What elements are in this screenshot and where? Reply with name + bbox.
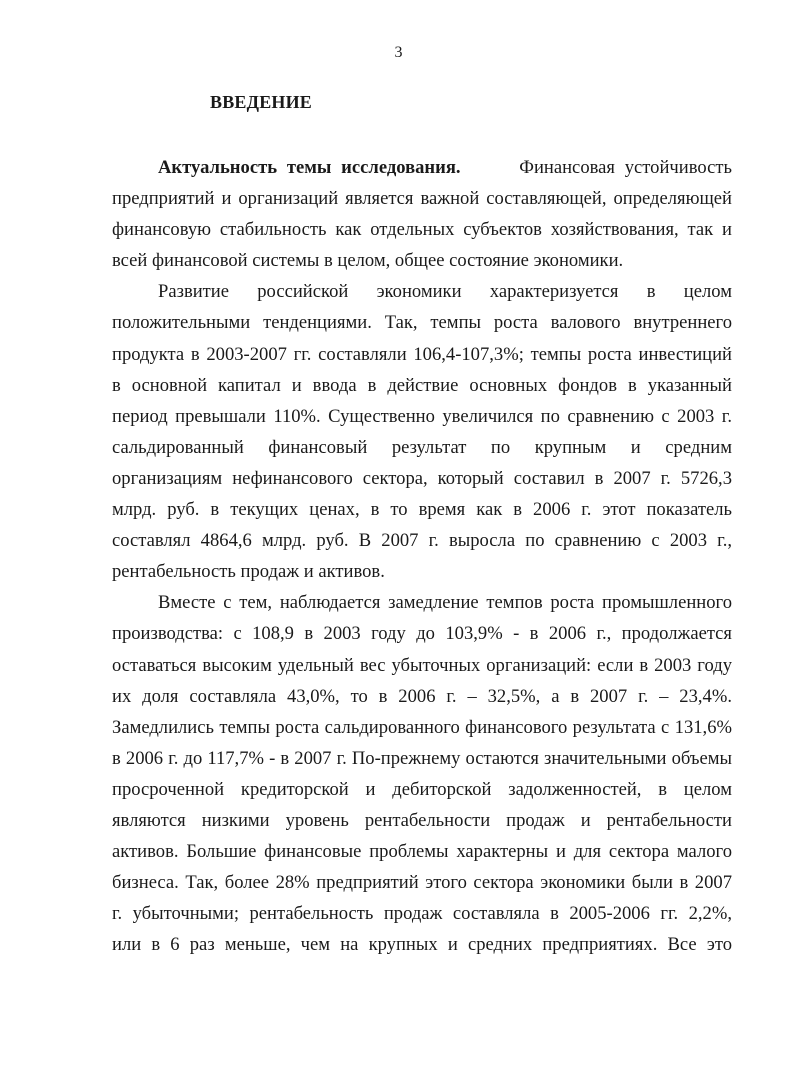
paragraph-line: оставаться высоким удельный вес убыточных организаций: если в 2003 году [112,654,732,676]
paragraph-line: их доля составляла 43,0%, то в 2006 г. – 32,5%, а в 2007 г. – 23,4%. [112,685,732,707]
paragraph-line: положительными тенденциями. Так, темпы роста валового внутреннего [112,312,732,334]
paragraph-line: продукта в 2003-2007 гг. составляли 106,4-107,3%; темпы роста инвестиций [112,343,732,365]
paragraph-line: млрд. руб. в текущих ценах, в то время как в 2006 г. этот показатель [112,499,732,521]
paragraph-relevance [112,152,732,276]
paragraph-line: Замедлились темпы роста сальдированного финансового результата с 131,6% [112,716,732,738]
paragraph-line: просроченной кредиторской и дебиторской задолженностей, в целом [112,778,732,800]
paragraph-line: Развитие российской экономики характеризуется в целом [158,281,732,303]
paragraph-line: Актуальность темы исследования. Финансовая устойчивость [158,157,732,178]
paragraph-line: сальдированный финансовый результат по крупным и средним [112,436,732,458]
paragraph-slowdown [112,587,732,960]
bold-lead: Актуальность темы исследования. [158,157,461,178]
paragraph-line: в основной капитал и ввода в действие основных фондов в указанный [112,374,732,396]
paragraph-line: организациям нефинансового сектора, который составил в 2007 г. 5726,3 [112,467,732,489]
paragraph-line: рентабельность продаж и активов. [112,561,385,583]
paragraph-line: бизнеса. Так, более 28% предприятий этого сектора экономики были в 2007 [112,872,732,894]
paragraph-line: Вместе с тем, наблюдается замедление темпов роста промышленного [158,592,732,614]
page-number: 3 [394,44,403,61]
paragraph-line: производства: с 108,9 в 2003 году до 103,9% - в 2006 г., продолжается [112,623,732,645]
paragraph-line: активов. Большие финансовые проблемы характерны и для сектора малого [112,841,732,863]
paragraph-line: являются низкими уровень рентабельности продаж и рентабельности [112,809,732,831]
paragraph-line: финансовую стабильность как отдельных субъектов хозяйствования, так и [112,219,732,241]
paragraph-line: в 2006 г. до 117,7% - в 2007 г. По-прежнему остаются значительными объемы [112,747,732,769]
paragraph-line: составлял 4864,6 млрд. руб. В 2007 г. выросла по сравнению с 2003 г., [112,530,732,552]
paragraph-line: период превышали 110%. Существенно увеличился по сравнению с 2003 г. [112,405,732,427]
paragraph-line: предприятий и организаций является важной составляющей, определяющей [112,188,732,210]
paragraph-line: всей финансовой системы в целом, общее состояние экономики. [112,250,624,272]
body-text [112,152,732,960]
paragraph-line: г. убыточными; рентабельность продаж составляла в 2005-2006 гг. 2,2%, [112,903,732,925]
section-heading: ВВЕДЕНИЕ [210,92,313,112]
paragraph-line: или в 6 раз меньше, чем на крупных и средних предприятиях. Все это [112,934,732,956]
paragraph-economy-development [112,276,732,587]
